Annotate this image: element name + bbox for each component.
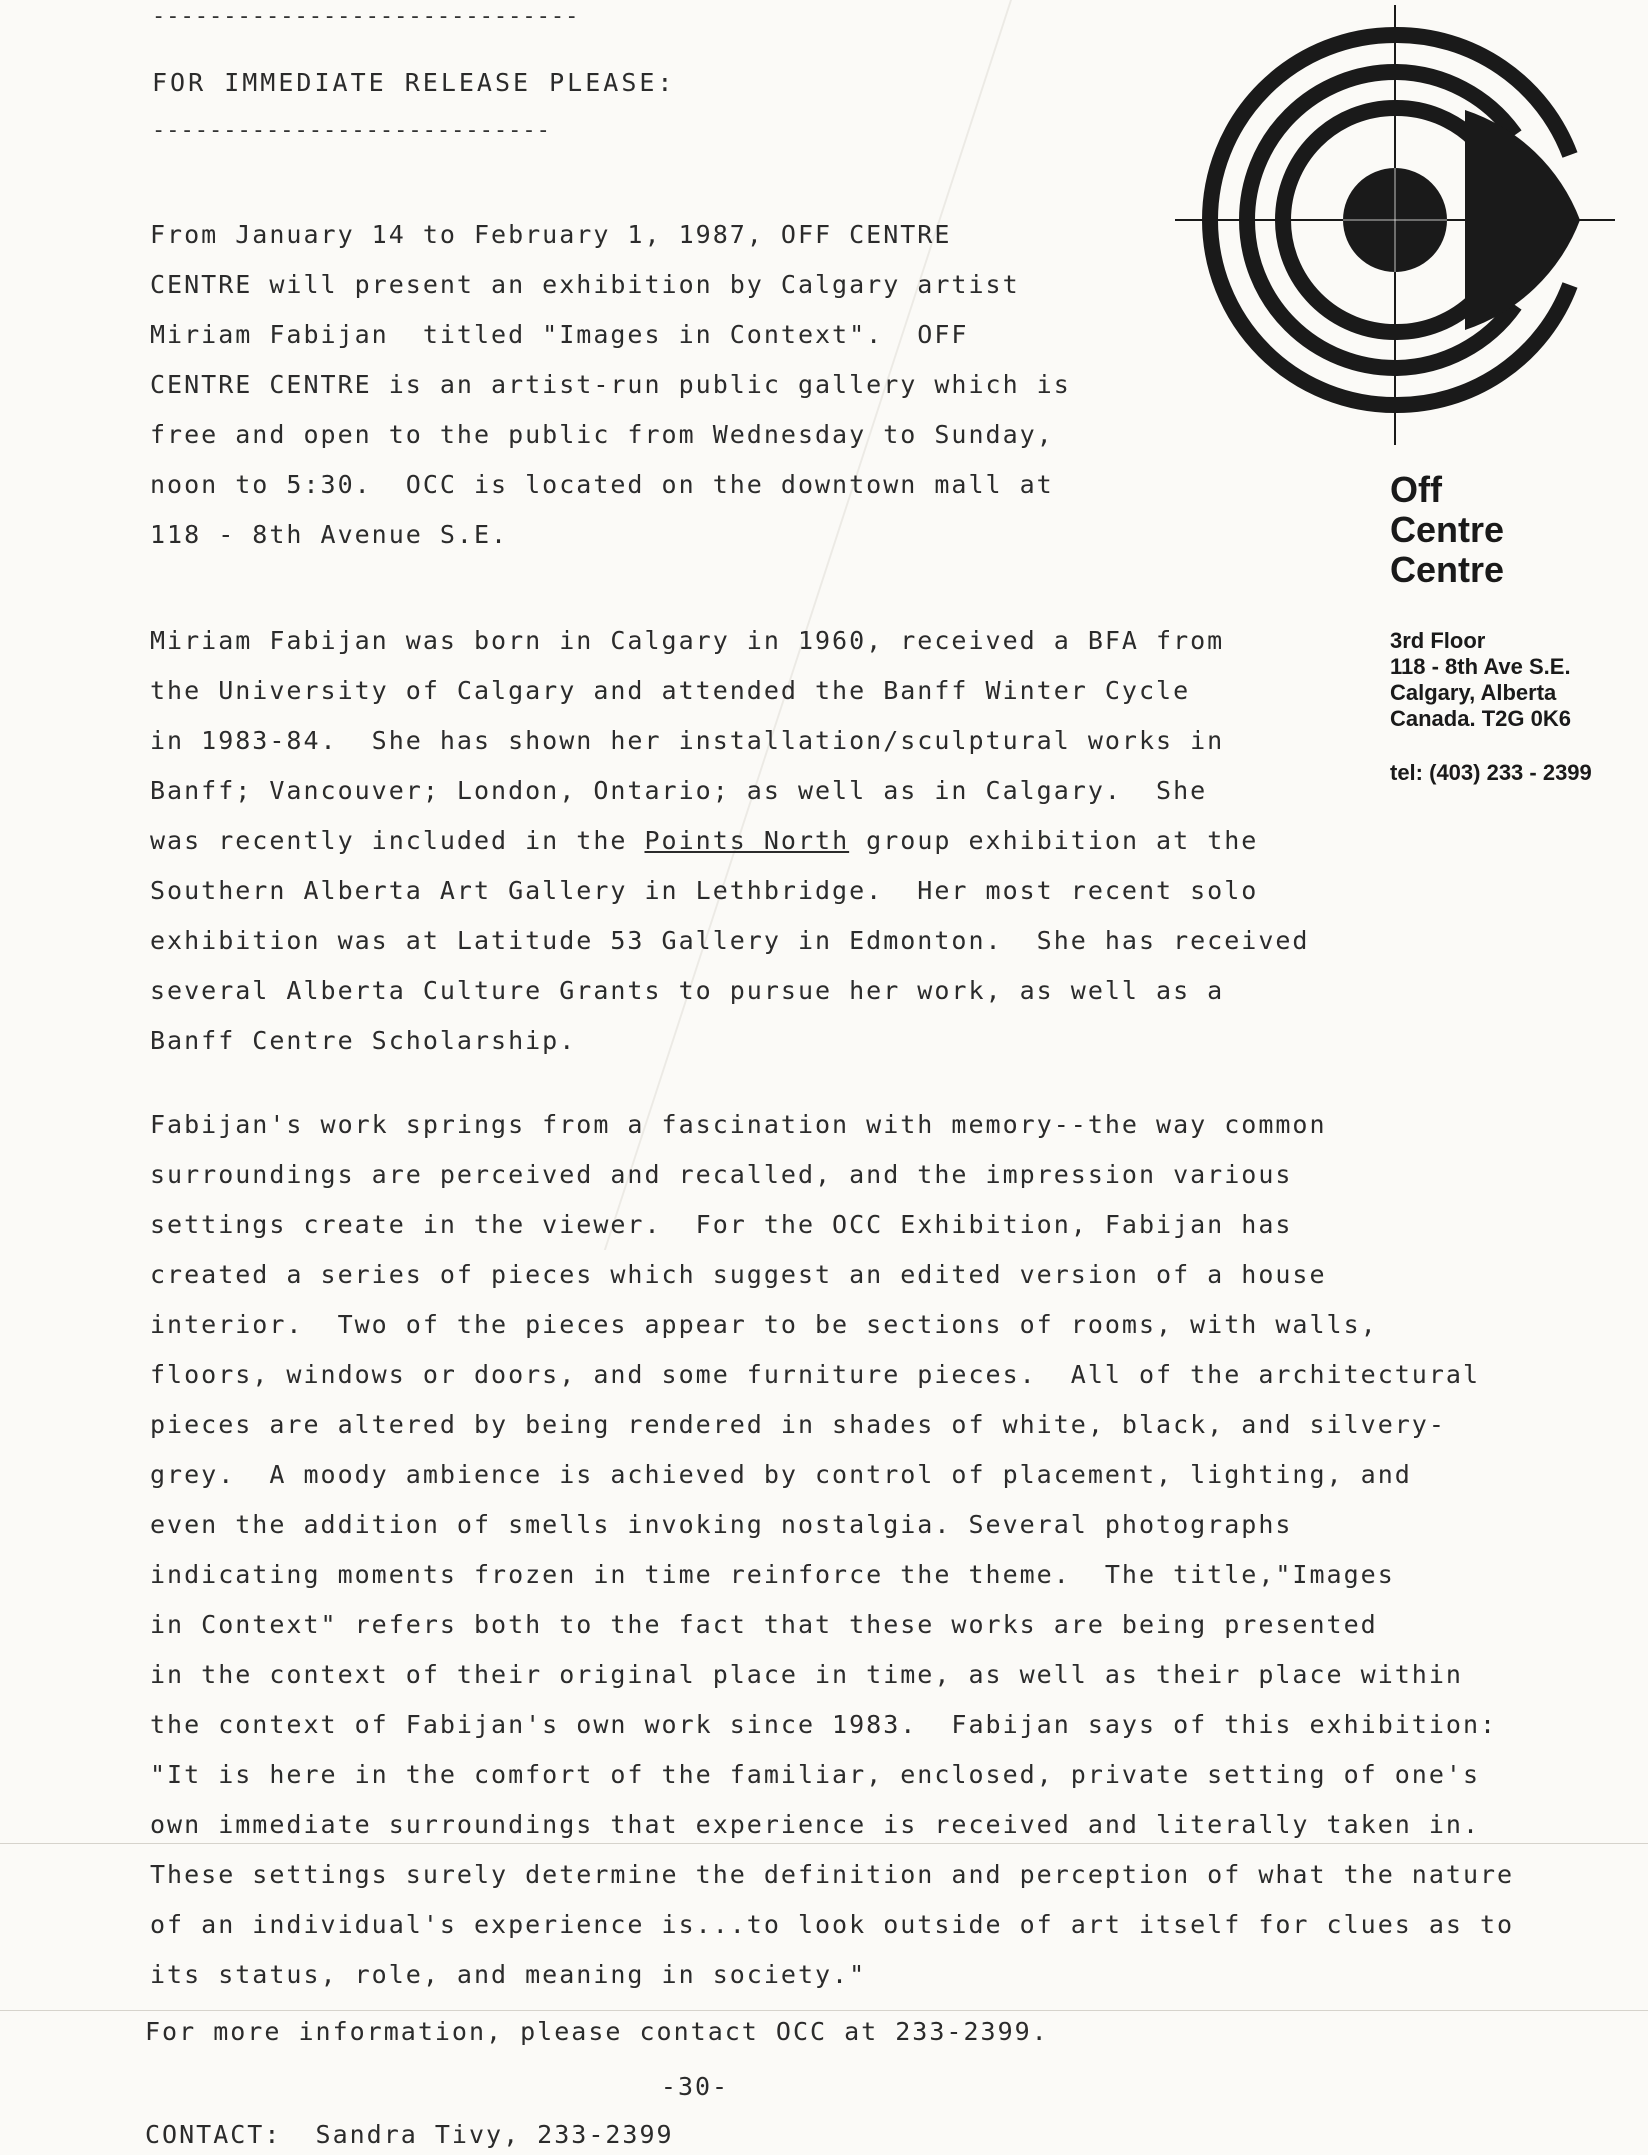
paragraph-line: settings create in the viewer. For the OCC Exhibition, Fabijan has — [150, 1210, 1293, 1239]
paragraph-3 — [150, 1100, 1514, 2000]
org-name-line: Centre — [1390, 549, 1505, 590]
paragraph-line: free and open to the public from Wednesday to Sunday, — [150, 420, 1054, 449]
off-centre-centre-logo — [1175, 5, 1615, 445]
paragraph-line: in Context" refers both to the fact that these works are being presented — [150, 1610, 1378, 1639]
paragraph-line: exhibition was at Latitude 53 Gallery in Edmonton. She has received — [150, 926, 1310, 955]
paragraph-line: the University of Calgary and attended the Banff Winter Cycle — [150, 676, 1191, 705]
paragraph-line: pieces are altered by being rendered in shades of white, black, and silvery- — [150, 1410, 1446, 1439]
org-name-line: Off — [1390, 469, 1442, 510]
paragraph-line: CENTRE CENTRE is an artist-run public gallery which is — [150, 370, 1071, 399]
paragraph-line: Southern Alberta Art Gallery in Lethbridge. Her most recent solo — [150, 876, 1259, 905]
paragraph-line: surroundings are perceived and recalled, and the impression various — [150, 1160, 1293, 1189]
exhibition-title-underlined: Points North — [644, 826, 850, 855]
paragraph-line: Banff; Vancouver; London, Ontario; as well as in Calgary. She — [150, 776, 1208, 805]
end-marker: -30- — [660, 2072, 730, 2101]
organization-sidebar — [1390, 470, 1592, 786]
paragraph-line: the context of Fabijan's own work since 1983. Fabijan says of this exhibition: — [150, 1710, 1498, 1739]
address-line: Calgary, Alberta — [1390, 680, 1557, 705]
line-text: group exhibition at the — [849, 826, 1259, 855]
paragraph-1 — [150, 210, 1071, 560]
organization-name — [1390, 470, 1592, 590]
contact-line: CONTACT: Sandra Tivy, 233-2399 — [145, 2120, 674, 2149]
paragraph-line: own immediate surroundings that experience is received and literally taken in. — [150, 1810, 1480, 1839]
release-heading: FOR IMMEDIATE RELEASE PLEASE: — [152, 68, 676, 97]
paragraph-line: indicating moments frozen in time reinforce the theme. The title,"Images — [150, 1560, 1395, 1589]
concentric-circles-crosshair-logo-icon — [1175, 5, 1615, 445]
paragraph-line: Miriam Fabijan was born in Calgary in 1960, received a BFA from — [150, 626, 1225, 655]
paragraph-line: even the addition of smells invoking nostalgia. Several photographs — [150, 1510, 1293, 1539]
paragraph-line: floors, windows or doors, and some furniture pieces. All of the architectural — [150, 1360, 1480, 1389]
paragraph-line: These settings surely determine the definition and perception of what the nature — [150, 1860, 1515, 1889]
paragraph-2 — [150, 616, 1310, 1066]
org-name-line: Centre — [1390, 509, 1505, 550]
paragraph-line: Miriam Fabijan titled "Images in Context". OFF — [150, 320, 969, 349]
paragraph-line: Banff Centre Scholarship. — [150, 1026, 577, 1055]
paragraph-line: noon to 5:30. OCC is located on the downtown mall at — [150, 470, 1054, 499]
paragraph-line: "It is here in the comfort of the familiar, enclosed, private setting of one's — [150, 1760, 1480, 1789]
paragraph-line: 118 - 8th Avenue S.E. — [150, 520, 509, 549]
address-line: 118 - 8th Ave S.E. — [1390, 654, 1571, 679]
paragraph-line: CENTRE will present an exhibition by Calgary artist — [150, 270, 1020, 299]
paragraph-line: created a series of pieces which suggest an edited version of a house — [150, 1260, 1327, 1289]
header-rule-top: ------------------------------ — [152, 4, 580, 29]
more-info-line: For more information, please contact OCC at 233-2399. — [145, 2017, 1049, 2046]
address-line: Canada. T2G 0K6 — [1390, 706, 1571, 731]
line-text: was recently included in the — [150, 826, 645, 855]
organization-address — [1390, 628, 1592, 732]
header-rule-bottom: ---------------------------- — [152, 118, 551, 143]
paragraph-line: of an individual's experience is...to look outside of art itself for clues as to — [150, 1910, 1515, 1939]
fold-line — [0, 2010, 1648, 2011]
organization-telephone: tel: (403) 233 - 2399 — [1390, 760, 1592, 785]
paragraph-line: From January 14 to February 1, 1987, OFF CENTRE — [150, 220, 952, 249]
paragraph-line: several Alberta Culture Grants to pursue her work, as well as a — [150, 976, 1225, 1005]
paragraph-line: Fabijan's work springs from a fascination with memory--the way common — [150, 1110, 1327, 1139]
paragraph-line — [150, 816, 1310, 866]
paragraph-line: in 1983-84. She has shown her installation/sculptural works in — [150, 726, 1225, 755]
paragraph-line: in the context of their original place in time, as well as their place within — [150, 1660, 1463, 1689]
paragraph-line: interior. Two of the pieces appear to be sections of rooms, with walls, — [150, 1310, 1378, 1339]
paragraph-line: its status, role, and meaning in society." — [150, 1960, 867, 1989]
address-line: 3rd Floor — [1390, 628, 1486, 653]
paragraph-line: grey. A moody ambience is achieved by control of placement, lighting, and — [150, 1460, 1412, 1489]
